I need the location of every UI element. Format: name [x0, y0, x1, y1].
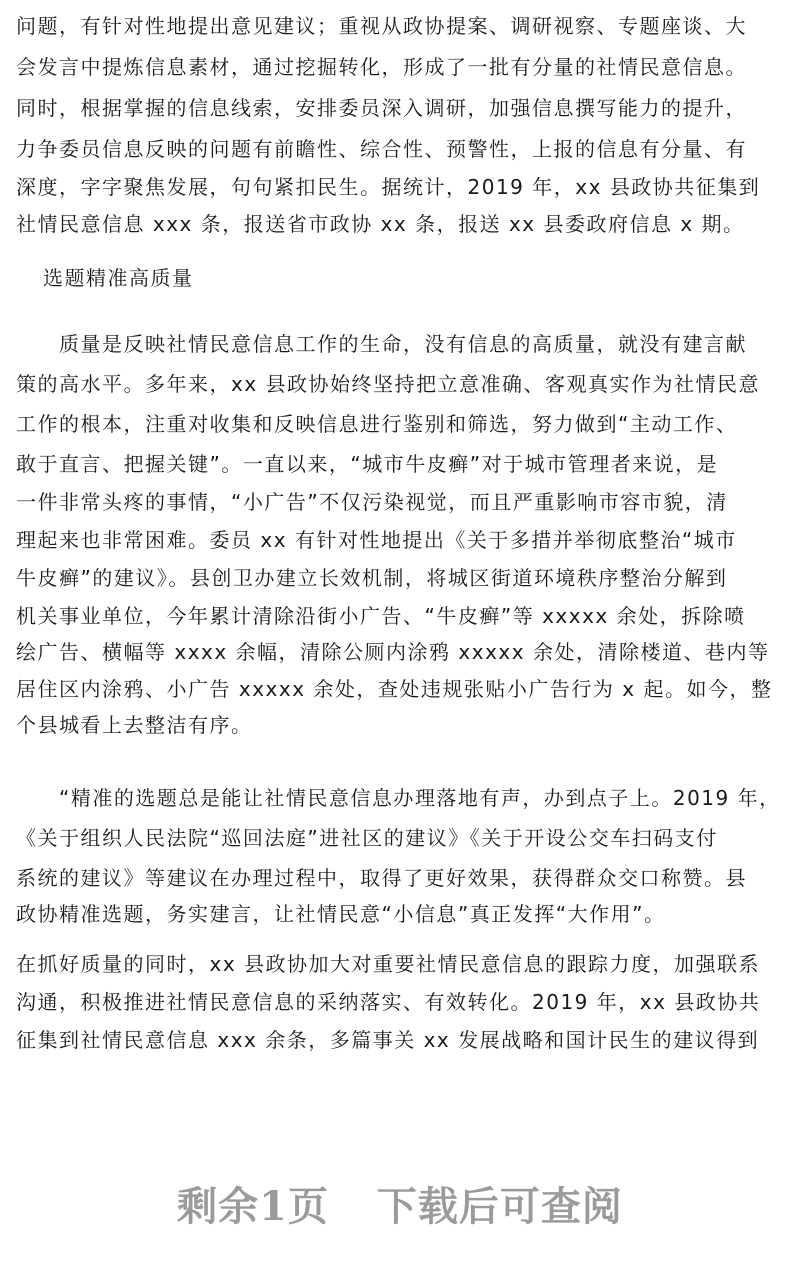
text-line: 会发言中提炼信息素材，通过挖掘转化，形成了一批有分量的社情民意信息。 [16, 55, 747, 79]
text-line: “精准的选题总是能让社情民意信息办理落地有声，办到点子上。2019 年， [16, 786, 781, 810]
download-prompt-label: 下载后可查阅 [376, 1183, 623, 1230]
text-line: 征集到社情民意信息 xxx 余条，多篇事关 xx 发展战略和国计民生的建议得到 [16, 1028, 760, 1052]
download-to-view-banner[interactable] [0, 1175, 800, 1232]
text-line: 政协精准选题，务实建言，让社情民意“小信息”真正发挥“大作用”。 [16, 902, 666, 926]
text-line: 系统的建议》等建议在办理过程中，取得了更好效果，获得群众交口称赞。县 [16, 866, 747, 890]
text-line: 社情民意信息 xxx 条，报送省市政协 xx 条，报送 xx 县委政府信息 x 期。 [16, 212, 745, 236]
text-line: 深度，字字聚焦发展，句句紧扣民生。据统计，2019 年，xx 县政协共征集到 [16, 175, 761, 199]
text-line: 敢于直言、把握关键”。一直以来，“城市牛皮癣”对于城市管理者来说，是 [16, 452, 719, 476]
text-line: 力争委员信息反映的问题有前瞻性、综合性、预警性，上报的信息有分量、有 [16, 137, 747, 161]
text-line: 沟通，积极推进社情民意信息的采纳落实、有效转化。2019 年，xx 县政协共 [16, 990, 761, 1014]
text-line: 策的高水平。多年来，xx 县政协始终坚持把立意准确、客观真实作为社情民意 [16, 372, 761, 396]
text-line: 机关事业单位，今年累计清除沿街小广告、“牛皮癣”等 xxxxx 余处，拆除喷 [16, 604, 746, 628]
remaining-pages-label: 剩余1页 [177, 1183, 329, 1230]
section-heading: 选题精准高质量 [43, 266, 194, 290]
text-line: 居住区内涂鸦、小广告 xxxxx 余处，查处违规张贴小广告行为 x 起。如今，整 [16, 677, 773, 701]
text-line: 同时，根据掌握的信息线索，安排委员深入调研，加强信息撰写能力的提升， [16, 96, 747, 120]
text-line: 理起来也非常困难。委员 xx 有针对性地提出《关于多措并举彻底整治“城市 [16, 528, 737, 552]
text-line: 问题，有针对性地提出意见建议；重视从政协提案、调研视察、专题座谈、大 [16, 14, 747, 38]
text-line: 质量是反映社情民意信息工作的生命，没有信息的高质量，就没有建言献 [16, 332, 747, 356]
text-line: 《关于组织人民法院“巡回法庭”进社区的建议》《关于开设公交车扫码支付 [16, 826, 718, 850]
text-line: 牛皮癣”的建议》。县创卫办建立长效机制，将城区街道环境秩序整治分解到 [16, 566, 728, 590]
text-line: 在抓好质量的同时，xx 县政协加大对重要社情民意信息的跟踪力度，加强联系 [16, 952, 761, 976]
text-line: 工作的根本，注重对收集和反映信息进行鉴别和筛选，努力做到“主动工作、 [16, 412, 738, 436]
text-line: 个县城看上去整洁有序。 [16, 713, 253, 737]
text-line: 绘广告、横幅等 xxxx 余幅，清除公厕内涂鸦 xxxxx 余处，清除楼道、巷内等 [16, 640, 770, 664]
text-line: 一件非常头疼的事情，“小广告”不仅污染视觉，而且严重影响市容市貌，清 [16, 490, 728, 514]
